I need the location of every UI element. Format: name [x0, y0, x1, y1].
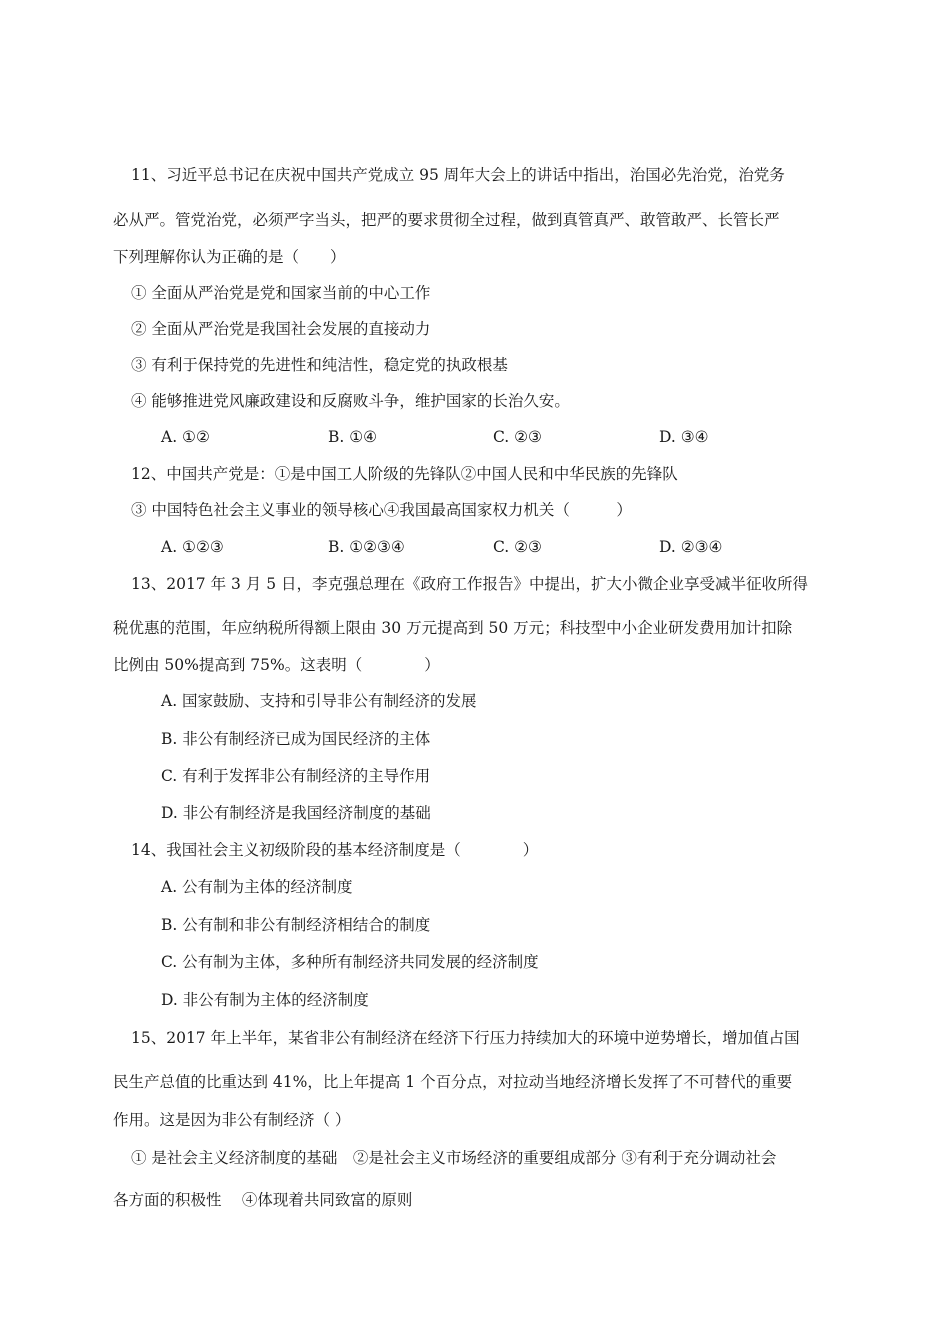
- q14-line-1: 14、我国社会主义初级阶段的基本经济制度是（ ）: [131, 841, 539, 859]
- q13-line-1: 13、2017 年 3 月 5 日，李克强总理在《政府工作报告》中提出，扩大小微企业享受减半征收所得: [131, 575, 809, 593]
- q11-item-4: ④ 能够推进党风廉政建设和反腐败斗争，维护国家的长治久安。: [131, 392, 570, 410]
- q14-option-b: B. 公有制和非公有制经济相结合的制度: [161, 916, 431, 934]
- q11-option-a: A. ①②: [161, 428, 210, 446]
- q12-line-1: 12、中国共产党是：①是中国工人阶级的先锋队②中国人民和中华民族的先锋队: [131, 465, 678, 483]
- q11-line-3: 下列理解你认为正确的是（ ）: [113, 248, 346, 266]
- q13-option-c: C. 有利于发挥非公有制经济的主导作用: [161, 767, 431, 785]
- q12-option-a: A. ①②③: [161, 538, 224, 556]
- q13-option-d: D. 非公有制经济是我国经济制度的基础: [161, 804, 431, 822]
- q11-option-c: C. ②③: [493, 428, 542, 446]
- q14-option-a: A. 公有制为主体的经济制度: [161, 878, 353, 896]
- q12-option-c: C. ②③: [493, 538, 542, 556]
- q14-option-c: C. 公有制为主体，多种所有制经济共同发展的经济制度: [161, 953, 539, 971]
- q14-option-d: D. 非公有制为主体的经济制度: [161, 991, 369, 1009]
- q12-option-b: B. ①②③④: [328, 538, 405, 556]
- q11-line-1: 11、习近平总书记在庆祝中国共产党成立 95 周年大会上的讲话中指出，治国必先治党，治党务: [131, 166, 785, 184]
- q15-line-2: 民生产总值的比重达到 41%，比上年提高 1 个百分点，对拉动当地经济增长发挥了不可替代的重要: [113, 1073, 793, 1091]
- q15-line-4: ① 是社会主义经济制度的基础 ②是社会主义市场经济的重要组成部分 ③有利于充分调动社会: [131, 1149, 777, 1167]
- q11-option-d: D. ③④: [659, 428, 709, 446]
- q13-option-a: A. 国家鼓励、支持和引导非公有制经济的发展: [161, 692, 477, 710]
- q11-line-2: 必从严。管党治党，必须严字当头，把严的要求贯彻全过程，做到真管真严、敢管敢严、长管长严: [113, 211, 780, 229]
- q11-option-b: B. ①④: [328, 428, 378, 446]
- q11-item-1: ① 全面从严治党是党和国家当前的中心工作: [131, 284, 431, 302]
- q11-item-2: ② 全面从严治党是我国社会发展的直接动力: [131, 320, 431, 338]
- q13-line-2: 税优惠的范围，年应纳税所得额上限由 30 万元提高到 50 万元；科技型中小企业研发费用加计扣除: [113, 619, 793, 637]
- q15-line-3: 作用。这是因为非公有制经济（ ）: [113, 1111, 351, 1129]
- q12-line-2: ③ 中国特色社会主义事业的领导核心④我国最高国家权力机关（ ）: [131, 501, 632, 519]
- q13-line-3: 比例由 50%提高到 75%。这表明（ ）: [113, 656, 440, 674]
- q12-option-d: D. ②③④: [659, 538, 723, 556]
- q11-item-3: ③ 有利于保持党的先进性和纯洁性，稳定党的执政根基: [131, 356, 508, 374]
- q15-line-1: 15、2017 年上半年，某省非公有制经济在经济下行压力持续加大的环境中逆势增长，增加值占国: [131, 1029, 800, 1047]
- q15-line-5: 各方面的积极性 ④体现着共同致富的原则: [113, 1191, 413, 1209]
- q13-option-b: B. 非公有制经济已成为国民经济的主体: [161, 730, 431, 748]
